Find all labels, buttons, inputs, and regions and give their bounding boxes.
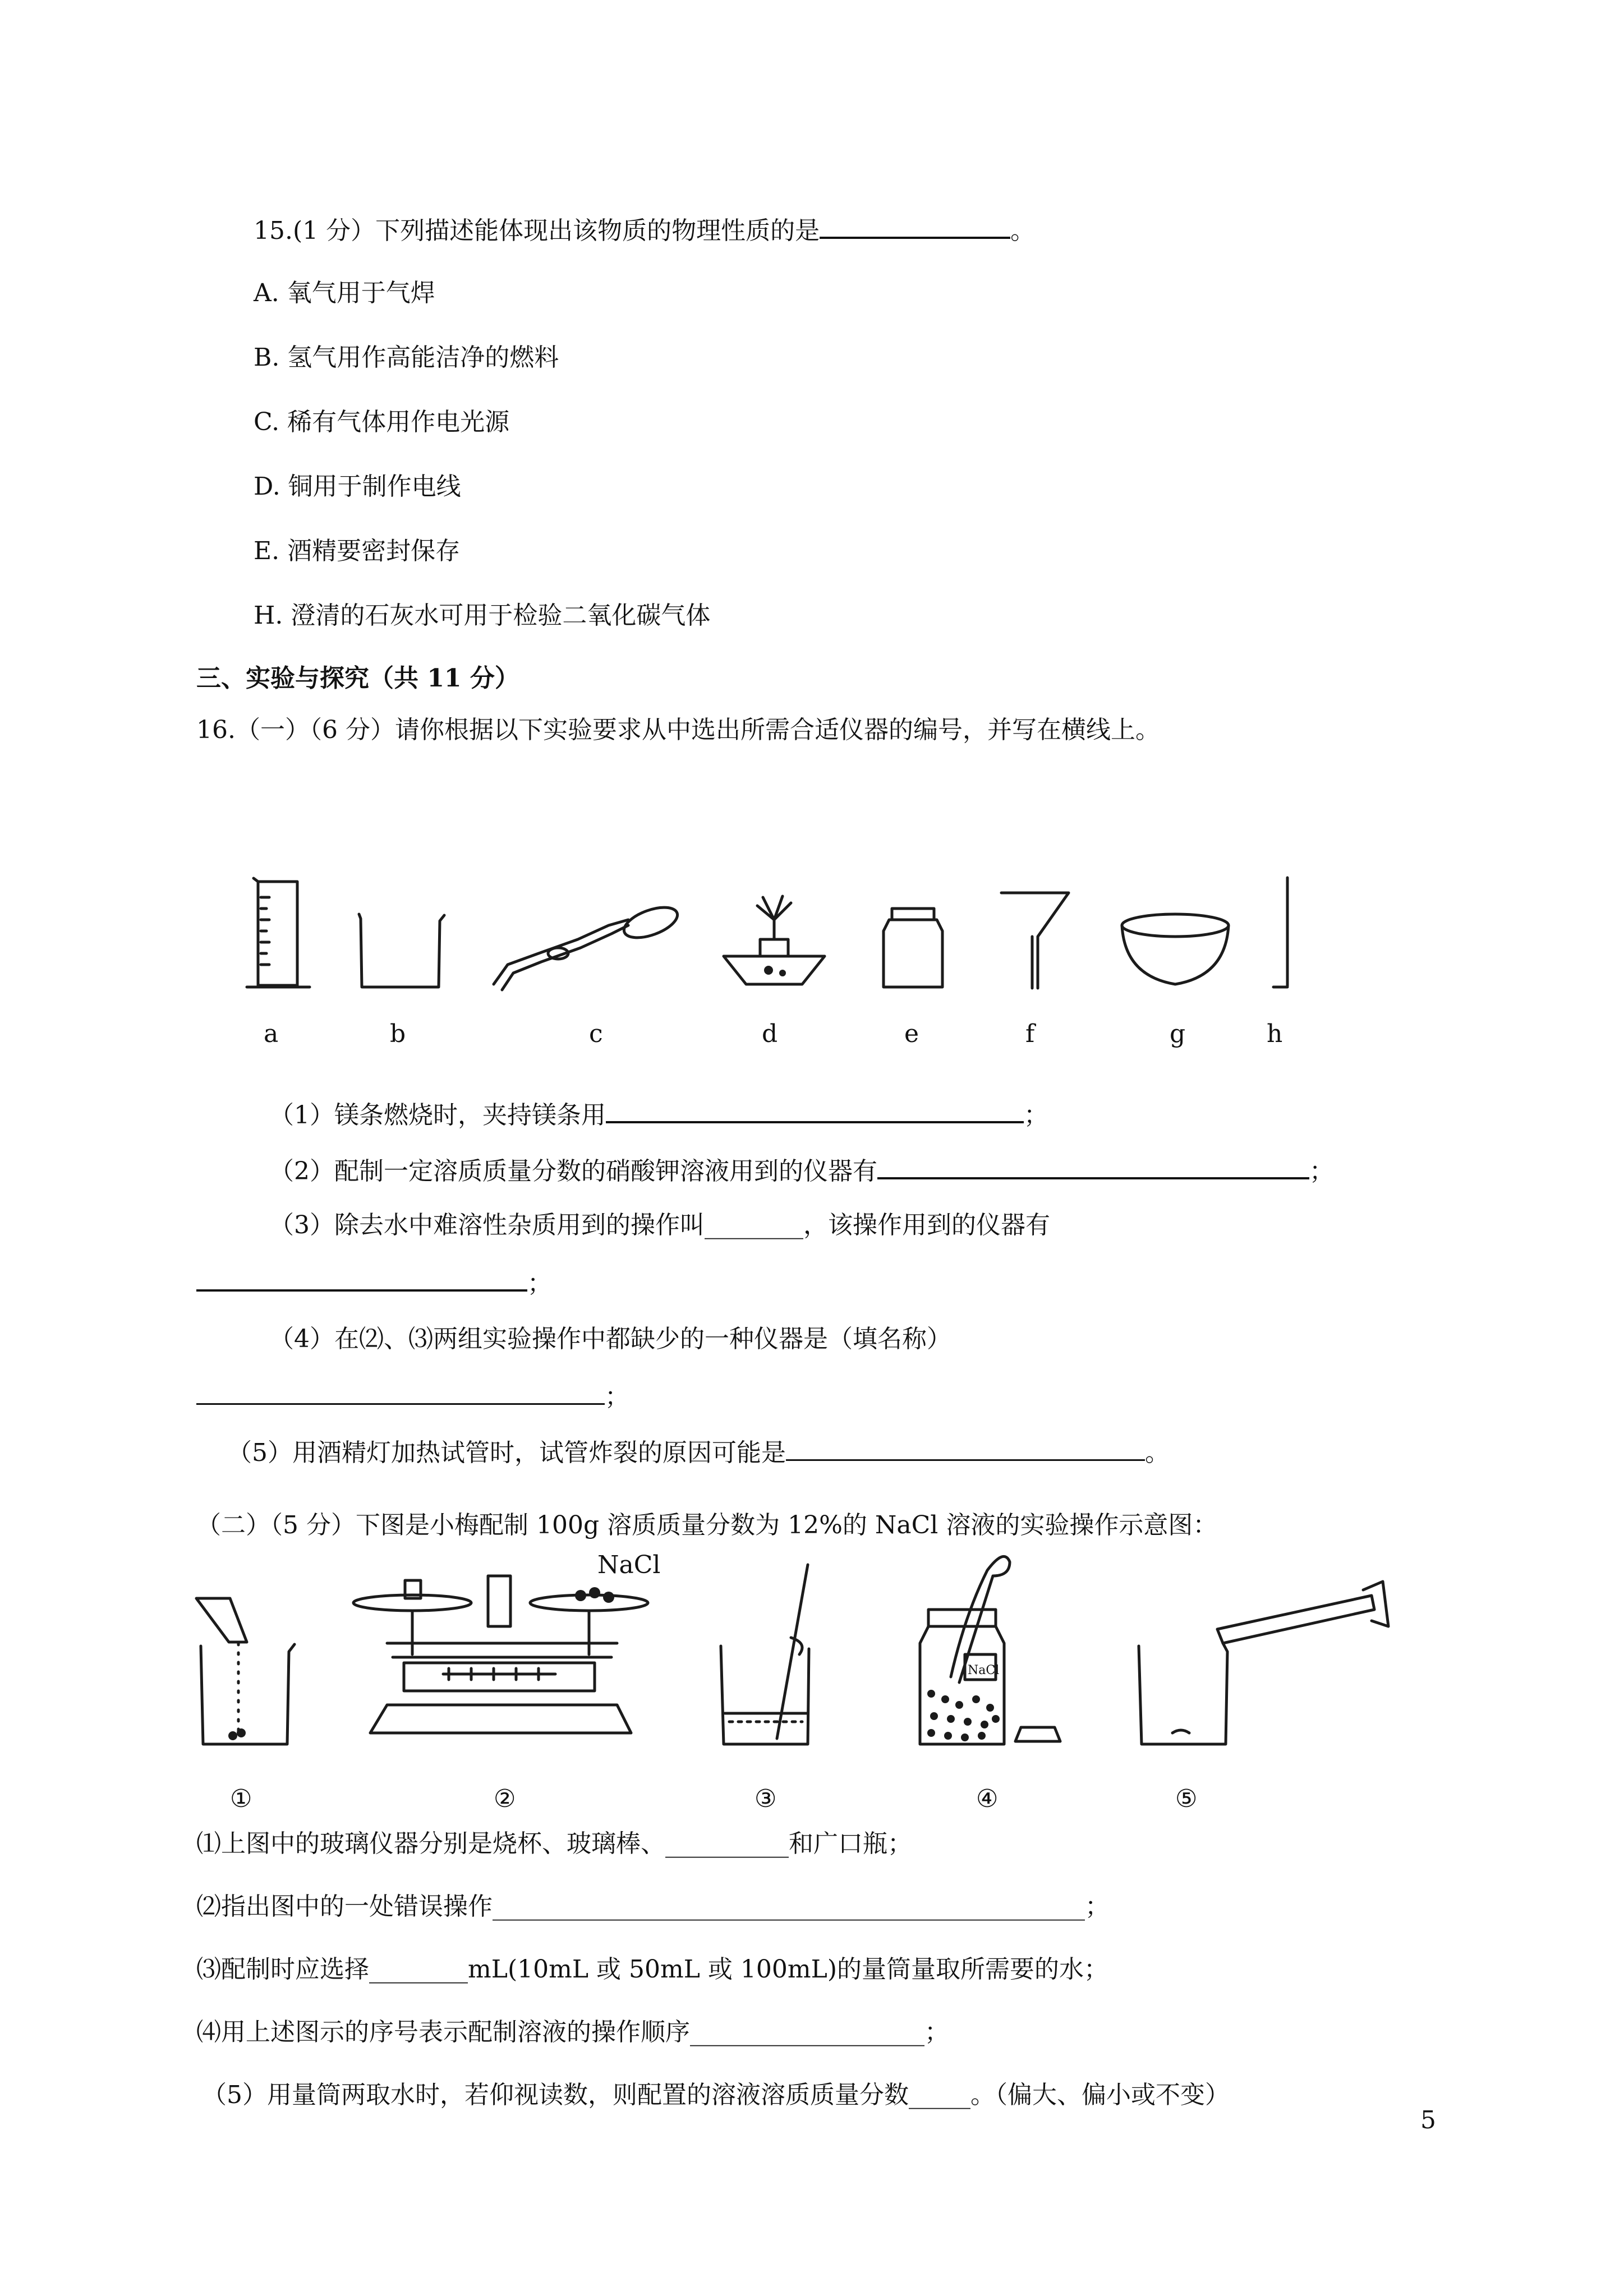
q15-option-e: E. 酒精要密封保存 [254, 537, 461, 565]
balance-icon [353, 1576, 648, 1733]
instrument-label-h: h [1267, 1020, 1283, 1048]
step-label-3: ③ [755, 1785, 777, 1813]
q15-option-d: D. 铜用于制作电线 [254, 472, 461, 501]
cylinder-pouring-step-icon [1139, 1582, 1388, 1744]
instrument-label-b: b [390, 1020, 406, 1048]
step-label-2: ② [494, 1785, 516, 1813]
q15-option-b: B. 氢气用作高能洁净的燃料 [254, 343, 559, 372]
step-label-1: ① [230, 1785, 252, 1813]
q16-part2-q1: ⑴上图中的玻璃仪器分别是烧杯、玻璃棒、__________和广口瓶； [196, 1829, 912, 1858]
jar-step-icon [920, 1556, 1060, 1744]
pouring-step-icon [196, 1598, 295, 1744]
nacl-label: NaCl [597, 1551, 661, 1579]
q16-part1-q3-line: ； [196, 1265, 552, 1301]
stirring-step-icon [721, 1565, 809, 1744]
q16-part2-q4: ⑷用上述图示的序号表示配制溶液的操作顺序___________________； [196, 2018, 949, 2046]
q15-option-a: A. 氧气用于气焊 [254, 279, 435, 307]
q16-part1-q1: （1）镁条燃烧时，夹持镁条用 ； [269, 1096, 1048, 1132]
instrument-label-c: c [589, 1020, 603, 1048]
q16-part2-q2: ⑵指出图中的一处错误操作________________________________________________； [196, 1892, 1110, 1921]
bottle-label: NaCl [968, 1663, 1000, 1677]
q16-part1-q4-line: ； [196, 1378, 629, 1414]
q16-part2-q5: （5）用量筒两取水时，若仰视读数，则配置的溶液溶质质量分数_____。（偏大、偏小或不变） [202, 2081, 1230, 2109]
q15-option-c: C. 稀有气体用作电光源 [254, 408, 510, 436]
q16-part1-intro: 16.（一）（6 分）请你根据以下实验要求从中选出所需合适仪器的编号，并写在横线上。 [196, 716, 1160, 744]
q16-part1-q2: （2）配制一定溶质质量分数的硝酸钾溶液用到的仪器有 ； [269, 1152, 1334, 1188]
instrument-label-d: d [762, 1020, 778, 1048]
q16-part1-q3: （3）除去水中难溶性杂质用到的操作叫________，该操作用到的仪器有 [269, 1211, 1050, 1239]
q16-part2-q3: ⑶配制时应选择________mL(10mL 或 50mL 或 100mL)的量筒量取所需要的水； [196, 1955, 1109, 1984]
instrument-label-g: g [1170, 1020, 1186, 1048]
instrument-label-f: f [1025, 1020, 1035, 1048]
q16-part1-q5: （5）用酒精灯加热试管时，试管炸裂的原因可能是 。 [227, 1435, 1170, 1470]
step-label-5: ⑤ [1175, 1785, 1198, 1813]
q16-part2-intro: （二）（5 分）下图是小梅配制 100g 溶质质量分数为 12%的 NaCl 溶液的实验操作示意图： [196, 1511, 1218, 1539]
q16-part1-q4: （4）在⑵、⑶两组实验操作中都缺少的一种仪器是（填名称） [269, 1325, 951, 1353]
q15-option-h: H. 澄清的石灰水可用于检验二氧化碳气体 [254, 601, 711, 630]
instrument-label-e: e [904, 1020, 919, 1048]
instrument-label-a: a [264, 1020, 279, 1048]
q15-stem: 15.(1 分）下列描述能体现出该物质的物理性质的是 。 [254, 212, 1035, 248]
step-label-4: ④ [976, 1785, 999, 1813]
page-number: 5 [1420, 2106, 1436, 2134]
section-title: 三、实验与探究（共 11 分） [196, 664, 519, 693]
